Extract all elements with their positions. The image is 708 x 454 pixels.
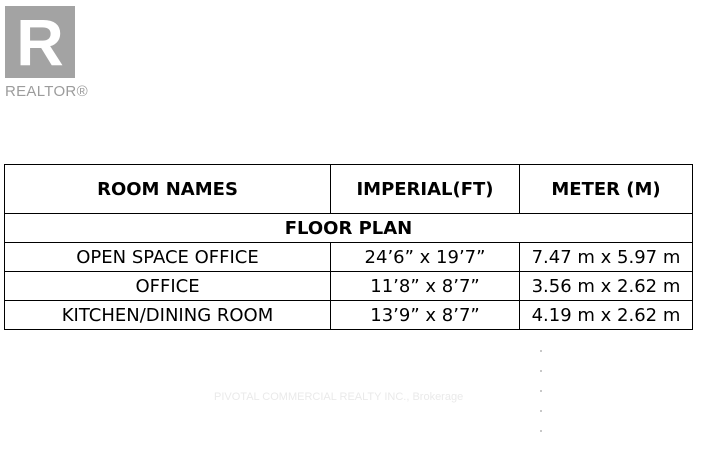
meter-cell: 4.19 m x 2.62 m [520, 301, 693, 330]
brokerage-watermark: PIVOTAL COMMERCIAL REALTY INC., Brokerage [214, 391, 464, 403]
room-name-cell: OFFICE [5, 272, 331, 301]
decorative-dot [540, 410, 542, 412]
decorative-dot [540, 390, 542, 392]
table-row [5, 272, 693, 301]
table-row [5, 301, 693, 330]
table-row [5, 243, 693, 272]
header-room-names: ROOM NAMES [5, 165, 331, 214]
room-name-cell: OPEN SPACE OFFICE [5, 243, 331, 272]
decorative-dot [540, 350, 542, 352]
room-dimensions-table [4, 164, 693, 330]
header-meter: METER (M) [520, 165, 693, 214]
imperial-cell: 13’9” x 8’7” [331, 301, 520, 330]
meter-cell: 7.47 m x 5.97 m [520, 243, 693, 272]
section-row [5, 214, 693, 243]
imperial-cell: 11’8” x 8’7” [331, 272, 520, 301]
imperial-cell: 24’6” x 19’7” [331, 243, 520, 272]
realtor-logo [5, 5, 88, 100]
meter-cell: 3.56 m x 2.62 m [520, 272, 693, 301]
realtor-r-icon: R [5, 6, 75, 78]
header-imperial: IMPERIAL(FT) [331, 165, 520, 214]
table-header-row [5, 165, 693, 214]
decorative-dot [540, 430, 542, 432]
decorative-dot [540, 370, 542, 372]
section-floor-plan: FLOOR PLAN [5, 214, 693, 243]
room-name-cell: KITCHEN/DINING ROOM [5, 301, 331, 330]
realtor-wordmark: REALTOR® [5, 83, 88, 100]
